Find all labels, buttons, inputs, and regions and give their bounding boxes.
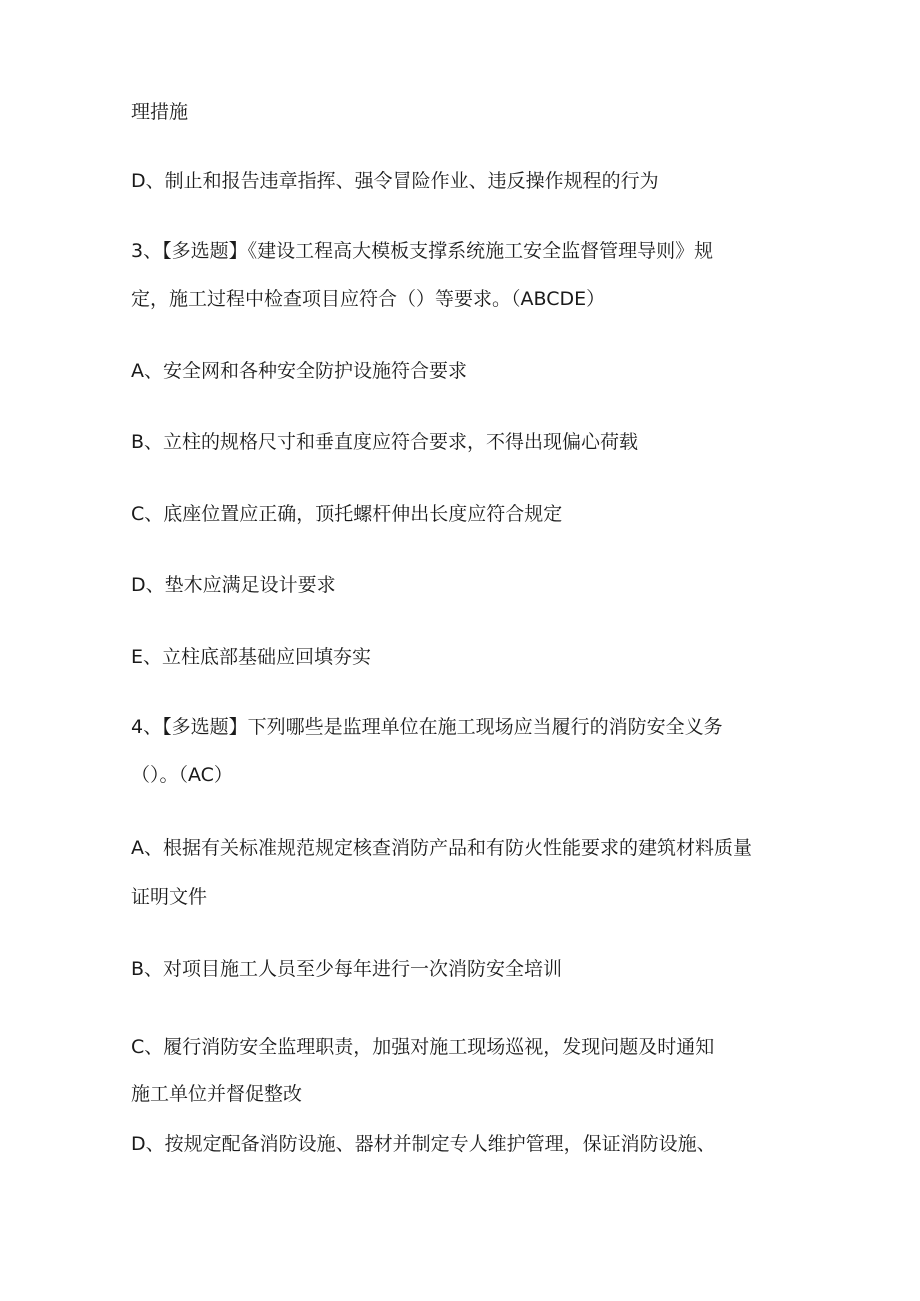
text-line-1: 理措施	[131, 101, 189, 123]
option-d-3: D、垫木应满足设计要求	[131, 574, 336, 596]
option-c-4-line-2: 施工单位并督促整改	[131, 1083, 303, 1105]
option-b-3: B、立柱的规格尺寸和垂直度应符合要求，不得出现偏心荷载	[131, 431, 639, 453]
option-a-4-line-1: A、根据有关标准规范规定核查消防产品和有防火性能要求的建筑材料质量	[131, 837, 752, 859]
option-c-4-line-1: C、履行消防安全监理职责，加强对施工现场巡视，发现问题及时通知	[131, 1036, 715, 1058]
option-b-4: B、对项目施工人员至少每年进行一次消防安全培训	[131, 958, 563, 980]
option-e-3: E、立柱底部基础应回填夯实	[131, 646, 372, 668]
option-c-3: C、底座位置应正确，顶托螺杆伸出长度应符合规定	[131, 503, 563, 525]
option-d-4: D、按规定配备消防设施、器材并制定专人维护管理，保证消防设施、	[131, 1133, 716, 1155]
option-d-1: D、制止和报告违章指挥、强令冒险作业、违反操作规程的行为	[131, 170, 659, 192]
question-4-line-2: （）。（AC）	[131, 764, 233, 786]
option-a-4-line-2: 证明文件	[131, 886, 208, 908]
question-3-line-1: 3、【多选题】《建设工程高大模板支撑系统施工安全监督管理导则》规	[131, 240, 714, 262]
question-4-line-1: 4、【多选题】下列哪些是监理单位在施工现场应当履行的消防安全义务	[131, 716, 723, 738]
question-3-line-2: 定，施工过程中检查项目应符合（）等要求。（ABCDE）	[131, 288, 606, 310]
option-a-3: A、安全网和各种安全防护设施符合要求	[131, 360, 467, 382]
